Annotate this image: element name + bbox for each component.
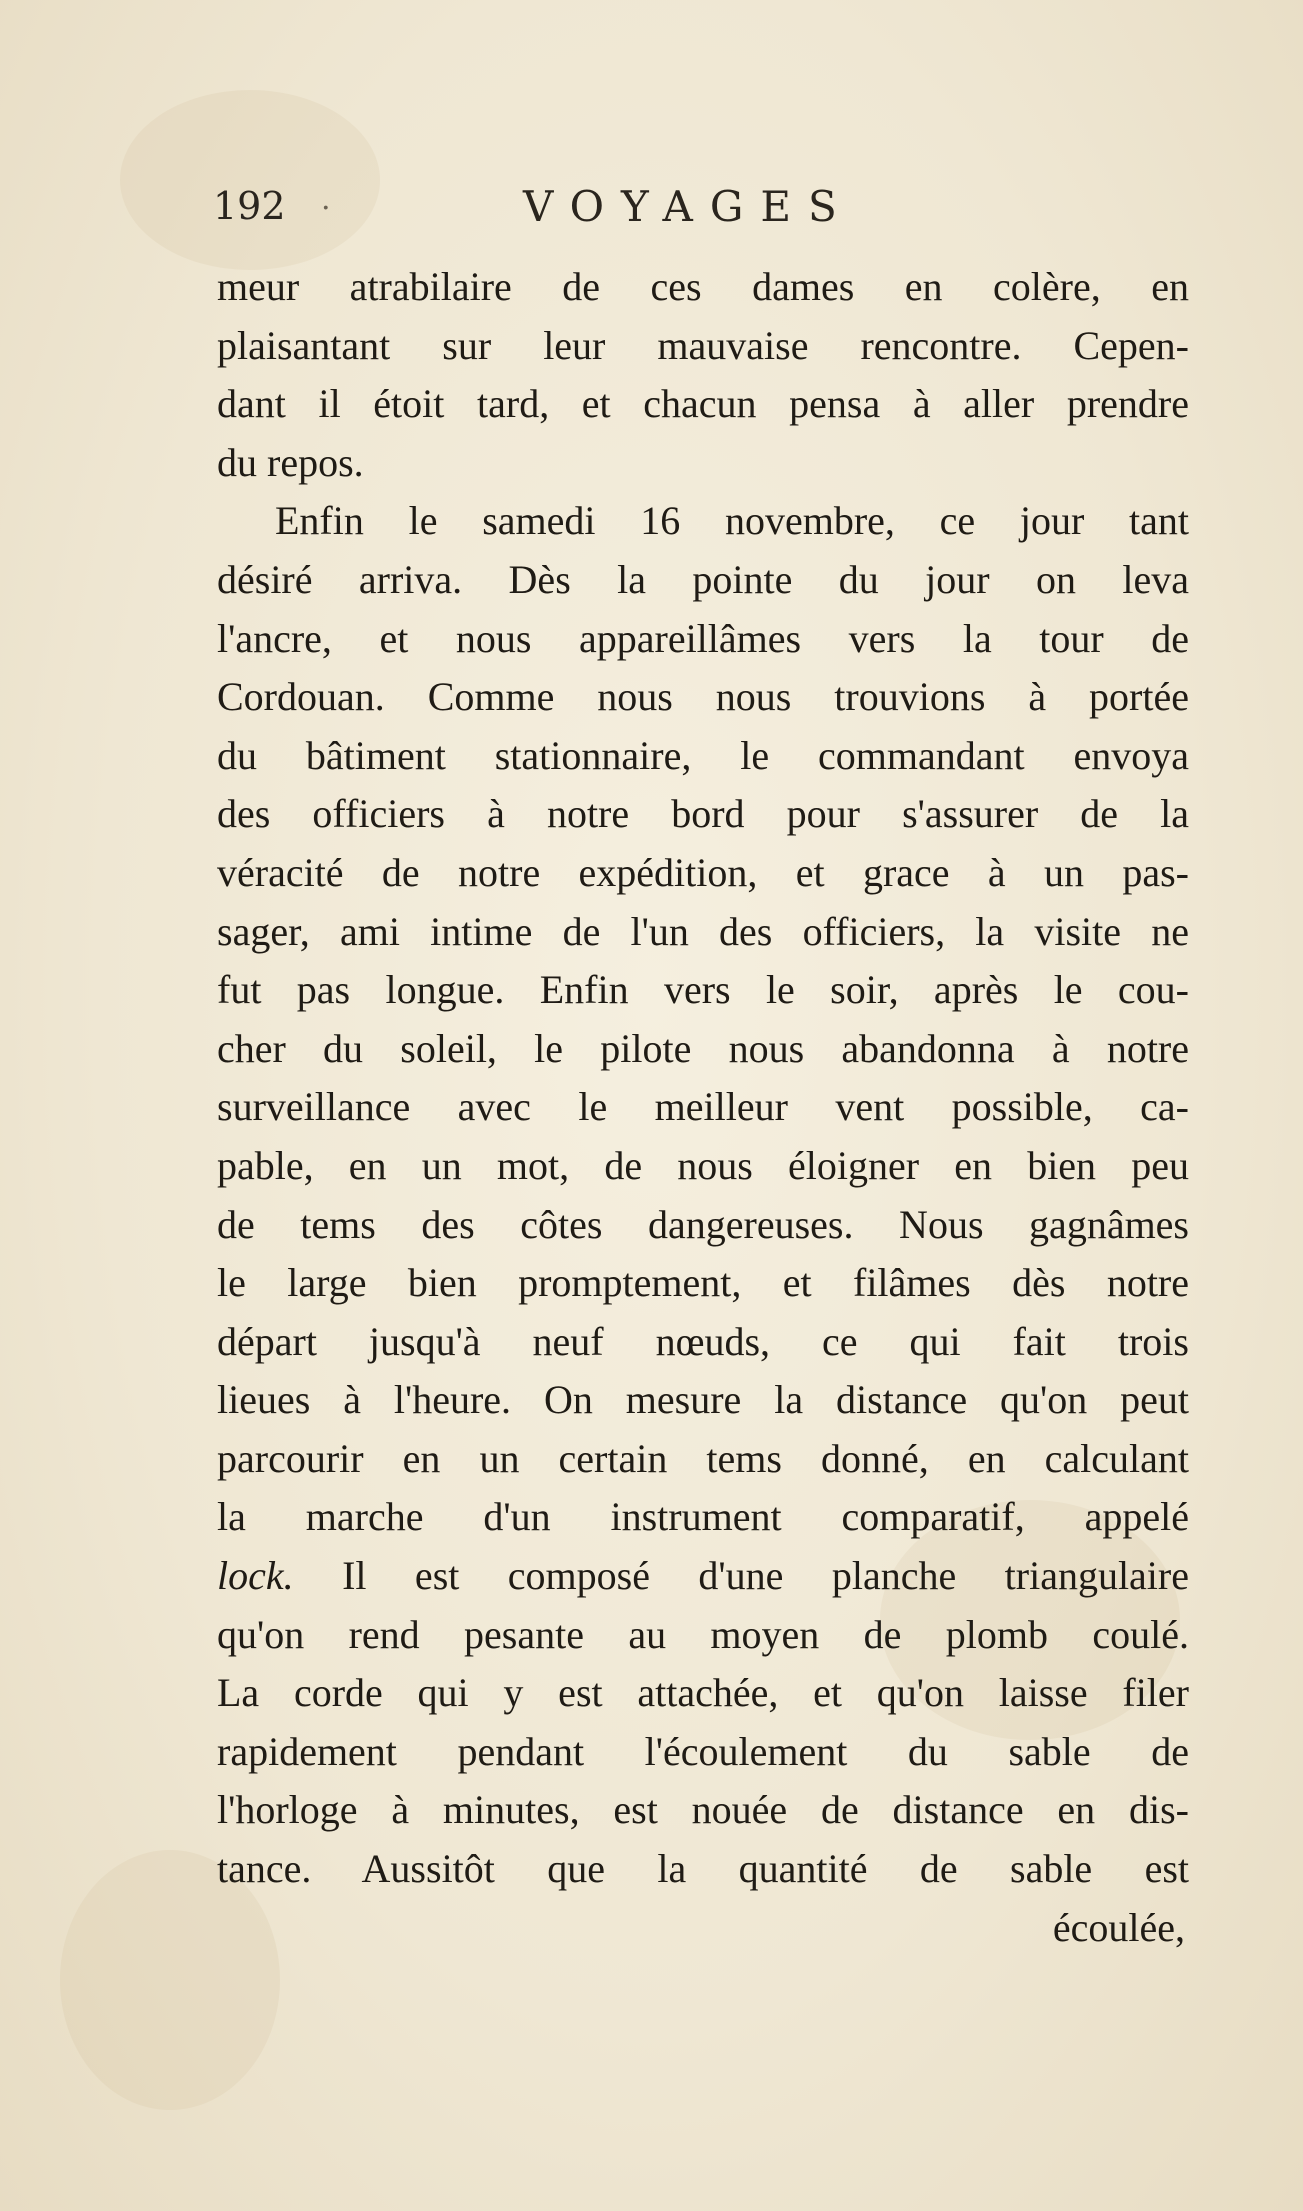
body-text [217, 258, 1189, 1957]
text-line: véracité de notre expédition, et grace à un pas- [217, 849, 1189, 895]
catchword: écoulée, [1052, 1904, 1185, 1950]
text-line: l'horloge à minutes, est nouée de distance en dis- [217, 1787, 1189, 1833]
italic-term: lock. [217, 1553, 294, 1599]
text-line: dant il étoit tard, et chacun pensa à aller prendre [217, 381, 1189, 427]
running-head [213, 176, 1193, 236]
text-line: plaisantant sur leur mauvaise rencontre. Cepen- [217, 322, 1189, 368]
running-title: VOYAGES [523, 182, 854, 231]
text-line: rapidement pendant l'écoulement du sable de [217, 1728, 1189, 1774]
text-line: lieues à l'heure. On mesure la distance qu'on peut [217, 1377, 1189, 1423]
paragraph-start-line: Enfin le samedi 16 novembre, ce jour tant [275, 498, 1189, 544]
text-line: sager, ami intime de l'un des officiers, la visite ne [217, 908, 1189, 954]
text-line: qu'on rend pesante au moyen de plomb coulé. [217, 1611, 1189, 1657]
text-line: l'ancre, et nous appareillâmes vers la tour de [217, 615, 1189, 661]
text-line: fut pas longue. Enfin vers le soir, après le cou- [217, 967, 1189, 1013]
text-line: parcourir en un certain tems donné, en calculant [217, 1435, 1189, 1481]
text-line: meur atrabilaire de ces dames en colère, en [217, 264, 1189, 309]
text-line: du bâtiment stationnaire, le commandant envoya [217, 732, 1189, 778]
text-line-lock [217, 1547, 1189, 1606]
text-line: la marche d'un instrument comparatif, appelé [217, 1494, 1189, 1540]
text-line: Cordouan. Comme nous nous trouvions à portée [217, 674, 1189, 720]
text-line: tance. Aussitôt que la quantité de sable est [217, 1846, 1189, 1892]
text-line: départ jusqu'à neuf nœuds, ce qui fait trois [217, 1318, 1189, 1364]
text-line: désiré arriva. Dès la pointe du jour on leva [217, 556, 1189, 602]
text-line: le large bien promptement, et filâmes dès notre [217, 1260, 1189, 1306]
page-number: 192 [213, 184, 286, 228]
text-line: La corde qui y est attachée, et qu'on laisse filer [217, 1670, 1189, 1716]
text-line-rest: Il est composé d'une planche triangulaire [293, 1553, 1189, 1599]
text-line: du repos. [217, 439, 364, 485]
text-line: de tems des côtes dangereuses. Nous gagnâmes [217, 1201, 1189, 1247]
text-line: des officiers à notre bord pour s'assurer de la [217, 791, 1189, 837]
text-line: cher du soleil, le pilote nous abandonna à notre [217, 1025, 1189, 1071]
header-mark: . [321, 182, 331, 217]
text-line: pable, en un mot, de nous éloigner en bien peu [217, 1142, 1189, 1188]
text-line: surveillance avec le meilleur vent possible, ca- [217, 1084, 1189, 1130]
